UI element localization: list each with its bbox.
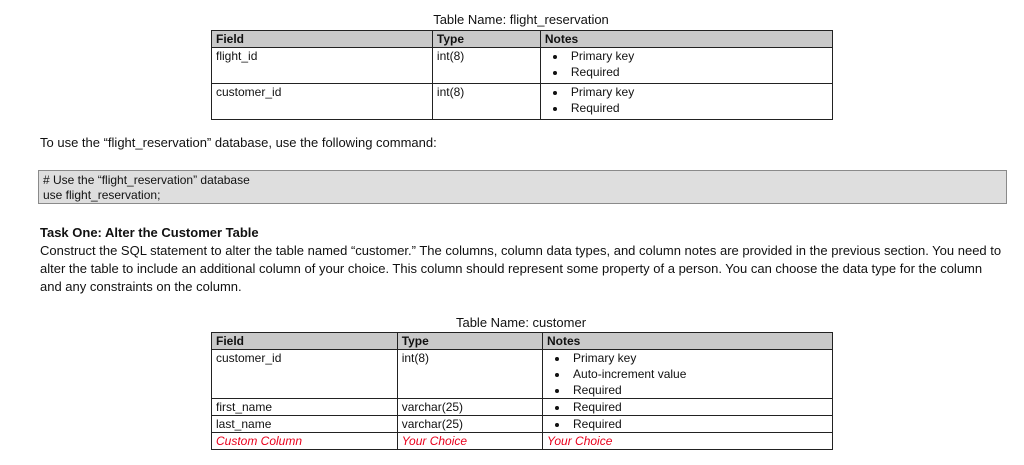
field-cell: first_name — [212, 399, 398, 416]
table-row — [212, 416, 833, 433]
custom-notes-cell: Your Choice — [543, 433, 833, 450]
note-item: • Primary key — [567, 84, 828, 100]
flight-reservation-table — [211, 30, 833, 120]
notes-cell — [543, 350, 833, 399]
field-cell: flight_id — [212, 48, 433, 84]
custom-type-cell: Your Choice — [397, 433, 542, 450]
notes-cell — [540, 84, 832, 120]
table-header-row — [212, 333, 833, 350]
table-row — [212, 48, 833, 84]
notes-header: Notes — [540, 31, 832, 48]
type-cell: varchar(25) — [397, 399, 542, 416]
table2-caption: Table Name: customer — [455, 315, 587, 330]
note-item: • Primary key — [567, 48, 828, 64]
type-cell: int(8) — [432, 48, 540, 84]
table1-caption: Table Name: flight_reservation — [433, 12, 609, 27]
code-comment-line: # Use the “flight_reservation” database — [43, 173, 250, 187]
notes-header: Notes — [543, 333, 833, 350]
field-cell: customer_id — [212, 350, 398, 399]
field-header: Field — [212, 31, 433, 48]
notes-cell — [540, 48, 832, 84]
code-block — [38, 170, 1007, 204]
note-item: • Required — [569, 399, 828, 415]
note-item: • Required — [569, 382, 828, 398]
type-header: Type — [432, 31, 540, 48]
table-row — [212, 350, 833, 399]
note-item: • Auto-increment value — [569, 366, 828, 382]
table-row — [212, 84, 833, 120]
note-item: • Required — [567, 100, 828, 116]
code-command-line: use flight_reservation; — [43, 188, 161, 202]
field-cell: customer_id — [212, 84, 433, 120]
table-row — [212, 399, 833, 416]
type-header: Type — [397, 333, 542, 350]
custom-column-row — [212, 433, 833, 450]
task-title: Task One: Alter the Customer Table — [40, 225, 259, 240]
notes-cell — [543, 416, 833, 433]
note-item: • Required — [569, 416, 828, 432]
custom-field-cell: Custom Column — [212, 433, 398, 450]
customer-table — [211, 332, 833, 450]
task-body: Construct the SQL statement to alter the table named “customer.” The columns, column data types, and column notes are provided in the previous section. You need to alter the table to include an additional column of your choice. This column should represent some property of a person. You can choose the data type for the column and any constraints on the column. — [40, 243, 1002, 294]
note-item: • Primary key — [569, 350, 828, 366]
instruction-text: To use the “flight_reservation” database, use the following command: — [40, 135, 437, 150]
note-item: • Required — [567, 64, 828, 80]
field-cell: last_name — [212, 416, 398, 433]
type-cell: int(8) — [432, 84, 540, 120]
type-cell: int(8) — [397, 350, 542, 399]
field-header: Field — [212, 333, 398, 350]
table-header-row — [212, 31, 833, 48]
type-cell: varchar(25) — [397, 416, 542, 433]
notes-cell — [543, 399, 833, 416]
